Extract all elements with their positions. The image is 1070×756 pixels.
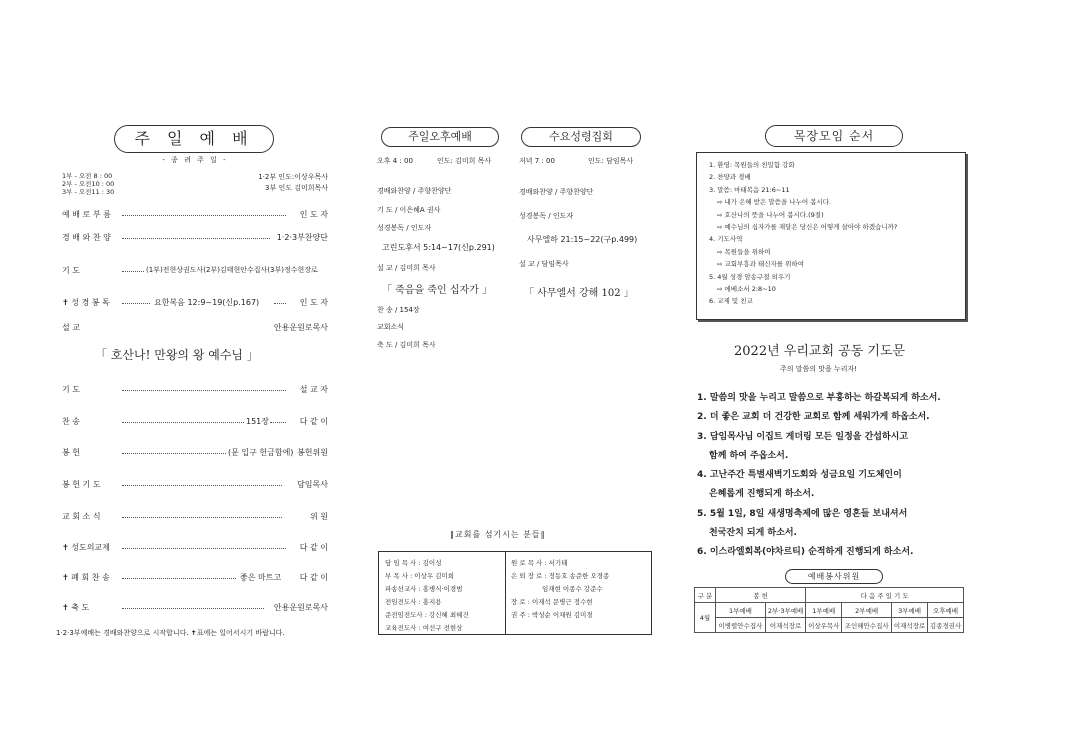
cell-line: ⇨ 호산나의 뜻을 나누어 봅시다.(9절) — [717, 210, 824, 219]
prayer-item: 천국잔치 되게 하소서. — [709, 528, 797, 539]
cell-line: ⇨ 목원들을 위하여 — [717, 247, 771, 256]
svc-sub: 1부예배 — [806, 603, 842, 618]
svc-val: 이상우목사 — [806, 618, 842, 633]
order-detail: 좋은 마트고 — [240, 573, 282, 582]
pm-title: 주일오후예배 — [381, 127, 499, 147]
order-label: ✝ 폐 회 찬 송 — [62, 573, 110, 582]
server-line: 은 퇴 장 로 : 정동호 송준한 오경종 — [511, 572, 610, 580]
order-person: 인 도 자 — [299, 210, 328, 219]
pm-scripture: 고린도후서 5:14~17(신p.291) — [382, 243, 495, 252]
order-sermon — [62, 322, 328, 334]
order-label: 기 도 — [62, 385, 80, 394]
wed-sermon: 「 사무엘서 강해 102 」 — [524, 288, 634, 299]
pm-item: 설 교 / 김미희 목사 — [377, 264, 436, 272]
prayer-subtitle: 주의 말씀의 맛을 누리자! — [780, 365, 858, 373]
order-detail: (1부)전현상권도사(2부)김태현안수집사(3부)정수현장로 — [146, 266, 318, 274]
svc-sub: 1부예배 — [716, 603, 766, 618]
server-line: 파송선교사 : 홍병식·이경범 — [385, 585, 463, 593]
order-reading — [62, 297, 328, 309]
server-line: 담 임 목 사 : 김이성 — [385, 559, 442, 567]
servers-title: ∥교회를 섬기시는 분들∥ — [450, 530, 546, 539]
svc-sub: 3부예배 — [892, 603, 928, 618]
order-label: ✝ 성 경 봉 독 — [62, 298, 110, 307]
server-line: 권 주 : 박성순 이채원 김미경 — [511, 611, 593, 619]
server-line: 원 로 목 사 : 서기태 — [511, 559, 568, 567]
wed-leader: 인도: 담임목사 — [588, 157, 634, 165]
order-detail: 151장 — [246, 417, 269, 426]
order-label: ✝ 축 도 — [62, 603, 90, 612]
order-label: 기 도 — [62, 266, 80, 275]
svc-title: 예배봉사위원 — [785, 569, 883, 584]
order-praise — [62, 232, 328, 244]
time-1: 1부 - 오전 8 : 00 — [62, 172, 113, 180]
leader-1: 1·2부 인도:이상우목사 — [258, 173, 328, 181]
order-news — [62, 511, 328, 523]
pm-item: 찬 송 / 154장 — [377, 306, 420, 314]
pm-item: 경배와찬양 / 주향찬양단 — [377, 187, 452, 195]
prayer-item: 은혜롭게 진행되게 하소서. — [709, 489, 815, 500]
prayer-item: 1. 말씀의 맛을 누리고 말씀으로 부흥하는 하갈복되게 하소서. — [697, 393, 941, 403]
pm-item: 성경봉독 / 인도자 — [377, 224, 432, 232]
wed-time: 저녁 7 : 00 — [519, 157, 555, 165]
svc-sub: 2부예배 — [842, 603, 892, 618]
service-times — [62, 172, 114, 196]
order-label: 교 회 소 식 — [62, 512, 101, 521]
order-person: 봉헌위원 — [297, 448, 328, 457]
cell-line: ⇨ 교회부흥과 태신자를 위하여 — [717, 260, 804, 269]
pm-item: 기 도 / 이은혜A 권사 — [377, 206, 441, 214]
order-label: 봉 헌 기 도 — [62, 480, 101, 489]
prayer-item: 6. 이스라엘회복(야차르티) 순적하게 진행되게 하소서. — [697, 547, 914, 558]
svc-val: 이재석장로 — [765, 618, 805, 633]
wed-item: 경배와찬양 / 주향찬양단 — [519, 188, 594, 196]
cell-box — [696, 152, 966, 320]
prayer-item: 5. 5월 1일, 8일 새생명축제에 많은 영혼들 보내셔서 — [697, 508, 908, 519]
order-fellowship — [62, 542, 328, 554]
order-detail: (문 입구 헌금함에) — [228, 448, 294, 457]
order-person: 설 교 자 — [299, 385, 328, 394]
order-prayer — [62, 265, 328, 277]
time-3: 3부 - 오전11 : 30 — [62, 188, 115, 196]
order-label: 경 배 와 찬 양 — [62, 233, 111, 242]
order-label: 예 배 로 부 름 — [62, 210, 111, 219]
server-line: 장 로 : 이재석 문병근 정수현 — [511, 598, 593, 606]
prayer-title: 2022년 우리교회 공동 기도문 — [734, 344, 906, 359]
prayer-list — [697, 389, 941, 563]
prayer-item: 2. 더 좋은 교회 더 건강한 교회로 함께 세워가게 하옵소서. — [697, 412, 930, 423]
server-line: 임재현 이종수 강준수 — [542, 585, 603, 593]
order-call — [62, 209, 328, 221]
wed-item: 설 교 / 담임목사 — [519, 260, 569, 268]
cell-line: 5. 4월 성경 암송구절 외우기 — [709, 272, 791, 281]
worship-subtitle: - 종 려 주 일 - — [162, 156, 228, 164]
order-label: 설 교 — [62, 323, 80, 332]
svc-head: 구 분 — [695, 588, 716, 603]
leader-2: 3부 인도 김미희목사 — [265, 184, 328, 192]
pm-item: 교회소식 — [377, 323, 405, 331]
server-line: 준전임전도사 : 강신혜 최혜건 — [385, 611, 469, 619]
order-label: ✝ 성도의교제 — [62, 543, 110, 552]
order-person: 담임목사 — [297, 480, 328, 489]
cell-line: ⇨ 예수님의 십자가를 재달은 당신은 어떻게 살아야 하겠습니까? — [717, 223, 898, 232]
wed-item: 성경봉독 / 인도자 — [519, 212, 574, 220]
prayer-item: 4. 고난주간 특별새벽기도회와 성금요일 기도체인이 — [697, 470, 902, 481]
server-line: 교육전도사 : 여선구 전현상 — [385, 624, 463, 632]
order-closing-hymn — [62, 572, 328, 584]
pm-leader: 인도: 김미희 목사 — [437, 157, 492, 165]
server-line: 부 목 사 : 이상우 김미희 — [385, 572, 455, 580]
order-offering — [62, 447, 328, 459]
order-person: 인 도 자 — [299, 298, 328, 307]
order-person: 다 같 이 — [299, 543, 328, 552]
order-label: 찬 송 — [62, 417, 80, 426]
wed-scripture: 사무엘하 21:15~22(구p.499) — [527, 235, 638, 244]
svc-val: 이재석장로 — [892, 618, 928, 633]
cell-line: 1. 환영: 목원들의 친밀함 강화 — [709, 161, 795, 169]
time-2: 2부 - 오전10 : 00 — [62, 180, 115, 188]
order-prayer2 — [62, 384, 328, 396]
cell-line: 3. 말씀: 마태복음 21:6~11 — [709, 185, 790, 194]
cell-line: 4. 기도사역 — [709, 235, 743, 244]
svc-val: 조인해안수집사 — [842, 618, 892, 633]
svc-sub: 오후예배 — [928, 603, 964, 618]
svc-val: 이병렬안수집사 — [716, 618, 766, 633]
svc-head: 다 음 주 일 기 도 — [806, 588, 964, 603]
order-label: 봉 헌 — [62, 448, 80, 457]
server-line: 전임전도사 : 홍지용 — [385, 598, 442, 606]
svc-sub: 2부·3부예배 — [765, 603, 805, 618]
order-benediction — [62, 602, 328, 614]
prayer-item: 함께 하여 주옵소서. — [709, 450, 789, 461]
svc-val: 김종경권사 — [928, 618, 964, 633]
svc-month: 4월 — [695, 603, 716, 633]
order-person: 다 같 이 — [299, 417, 328, 426]
worship-title: 주 일 예 배 — [114, 125, 274, 153]
svc-table — [694, 587, 964, 633]
order-detail: 요한복음 12:9~19(신p.167) — [154, 298, 260, 307]
order-person: 다 같 이 — [299, 573, 328, 582]
prayer-item: 3. 담임목사님 이집트 게더링 모든 일정을 간섭하시고 — [697, 431, 909, 442]
footnote: 1·2·3부예배는 경배와찬양으로 시작합니다. ✝표에는 일어서시기 바랍니다. — [56, 629, 285, 637]
order-hymn — [62, 416, 328, 428]
pm-sermon: 「 죽음을 죽인 십자가 」 — [382, 285, 492, 296]
sermon-title: 「 호산나! 만왕의 왕 예수님 」 — [95, 348, 259, 362]
order-person: 안용운원로목사 — [273, 603, 328, 612]
pm-item: 축 도 / 김미희 목사 — [377, 341, 436, 349]
wed-title: 수요성령집회 — [521, 127, 641, 147]
order-person: 1·2·3부찬양단 — [276, 233, 328, 242]
service-leaders — [238, 172, 328, 194]
order-person: 안용운원로목사 — [273, 323, 328, 332]
cell-line: ⇨ 에베소서 2:8~10 — [717, 285, 776, 294]
cell-title: 목장모임 순서 — [765, 125, 903, 147]
cell-line: 2. 찬양과 경배 — [709, 173, 751, 182]
pm-time: 오후 4 : 00 — [377, 157, 413, 165]
servers-box — [378, 551, 652, 635]
order-offering-prayer — [62, 479, 328, 491]
order-person: 위 원 — [310, 512, 328, 521]
cell-line: 6. 교제 및 친교 — [709, 297, 753, 306]
cell-line: ⇨ 내가 은혜 받은 말씀을 나누어 봅시다. — [717, 198, 832, 207]
svc-head: 봉 헌 — [716, 588, 806, 603]
